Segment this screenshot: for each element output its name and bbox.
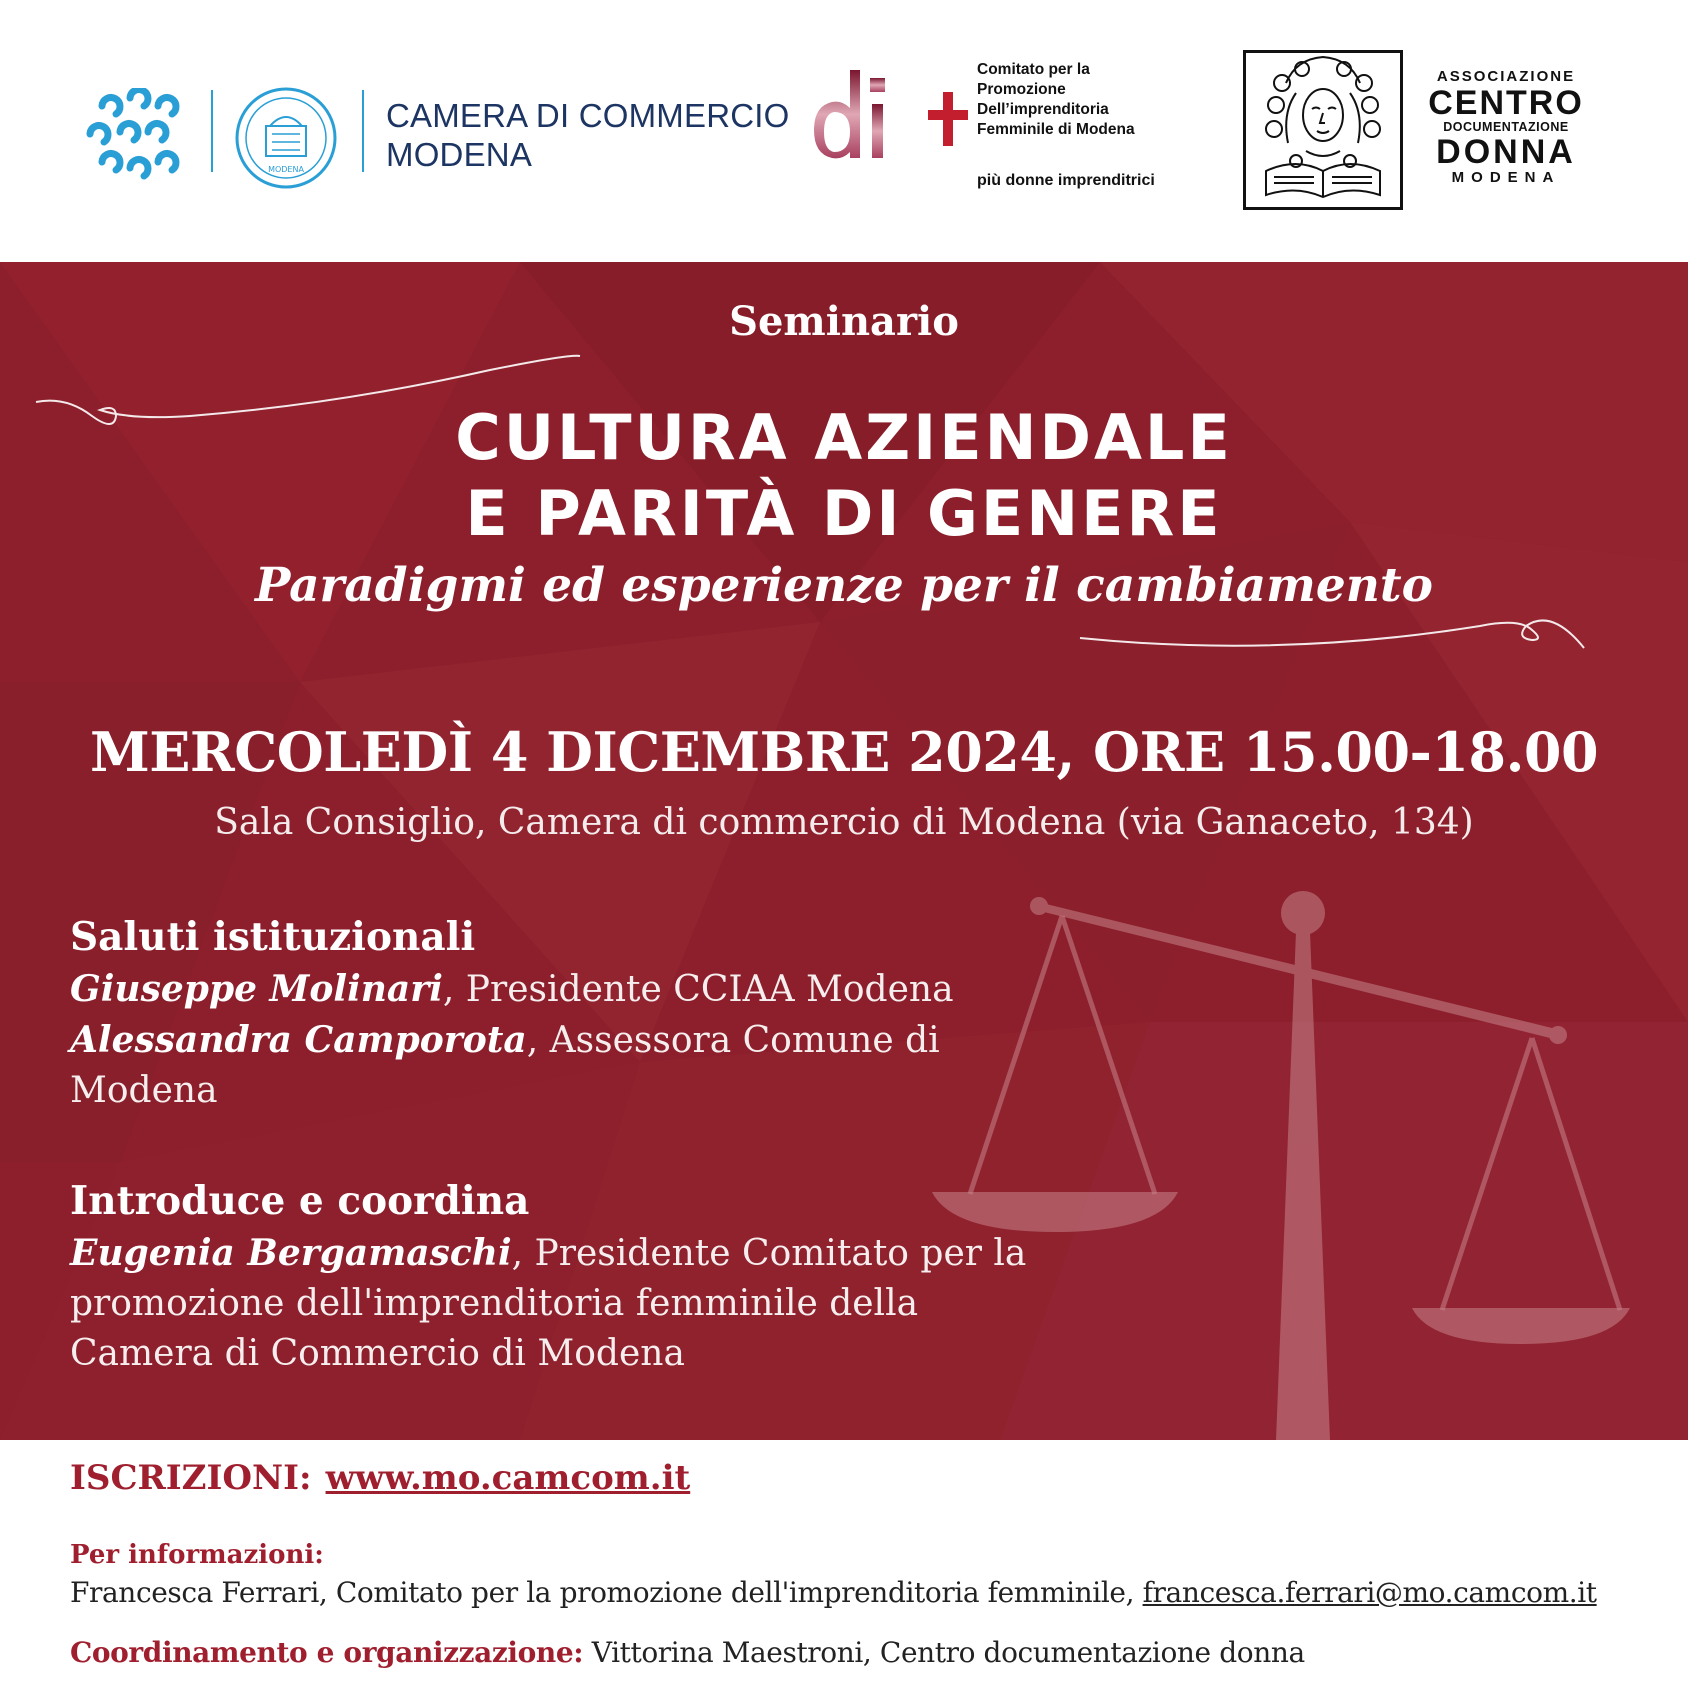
speaker-role-continued: Modena [70, 1070, 218, 1111]
speaker-line [70, 1015, 954, 1066]
speaker-name: Giuseppe Molinari [70, 968, 443, 1010]
coordinamento-line [70, 1636, 1305, 1669]
iscrizioni-label: ISCRIZIONI: [70, 1458, 312, 1498]
coordinator-role: , Presidente Comitato per la [511, 1233, 1027, 1274]
info-label: Per informazioni: [70, 1540, 324, 1570]
comitato-line: Dell’imprenditoria [977, 101, 1109, 118]
coordinamento-label: Coordinamento e organizzazione: [70, 1636, 584, 1669]
saluti-section [70, 912, 954, 1116]
coordinator-line [70, 1228, 1026, 1279]
modena-seal-icon [234, 86, 338, 190]
red-cross-plus-icon [928, 92, 968, 146]
header-logos [0, 0, 1688, 262]
event-title [0, 400, 1688, 552]
title-line2: E PARITÀ DI GENERE [465, 477, 1223, 550]
coordinator-role-line2: promozione dell'imprenditoria femminile della [70, 1283, 919, 1324]
info-contact: Francesca Ferrari, Comitato per la promozione dell'imprenditoria femminile, [70, 1576, 1143, 1609]
assoc-line5: MODENA [1451, 169, 1561, 186]
speaker-name: Alessandra Camporota [70, 1019, 527, 1061]
associazione-name [1420, 68, 1592, 187]
seal-label: MODENA [268, 165, 304, 174]
camera-commercio-name [386, 96, 790, 174]
comitato-line: Femminile di Modena [977, 121, 1135, 138]
woman-reading-illustration-icon [1246, 53, 1400, 207]
saluti-heading: Saluti istituzionali [70, 914, 476, 960]
comitato-tagline: più donne imprenditrici [977, 172, 1155, 189]
event-subtitle: Paradigmi ed esperienze per il cambiamento [255, 558, 1433, 613]
comitato-line: Comitato per la [977, 61, 1090, 78]
iscrizioni-link[interactable]: www.mo.camcom.it [325, 1458, 691, 1498]
iscrizioni-line [70, 1458, 690, 1498]
assoc-line4: DONNA [1436, 133, 1576, 171]
coordinator-name: Eugenia Bergamaschi [70, 1232, 512, 1274]
event-banner [0, 262, 1688, 1440]
speaker-line [70, 964, 954, 1015]
event-venue: Sala Consiglio, Camera di commercio di Modena (via Ganaceto, 134) [214, 802, 1474, 843]
assoc-line1: ASSOCIAZIONE [1436, 68, 1576, 85]
logo-divider [362, 90, 364, 172]
camera-line2: MODENA [386, 136, 533, 173]
camera-commercio-network-icon [80, 88, 188, 188]
event-datetime: MERCOLEDÌ 4 DICEMBRE 2024, ORE 15.00-18.00 [89, 720, 1599, 784]
coordinator-role-line3: Camera di Commercio di Modena [70, 1333, 685, 1374]
info-email-link[interactable]: francesca.ferrari@mo.camcom.it [1142, 1576, 1597, 1609]
coordinamento-text: Vittorina Maestroni, Centro documentazione donna [583, 1636, 1305, 1669]
comitato-name [977, 60, 1135, 140]
camera-line1: CAMERA DI COMMERCIO [386, 97, 790, 134]
assoc-line3: DOCUMENTAZIONE [1443, 120, 1569, 134]
speaker-role: , Presidente CCIAA Modena [442, 969, 954, 1010]
logo-divider [211, 90, 213, 172]
introduce-section [70, 1176, 1026, 1379]
event-kind: Seminario [729, 298, 959, 345]
introduce-heading: Introduce e coordina [70, 1178, 530, 1224]
title-line1: CULTURA AZIENDALE [455, 401, 1233, 474]
speaker-role: , Assessora Comune di [526, 1020, 940, 1061]
assoc-line2: CENTRO [1428, 84, 1584, 122]
info-text [70, 1576, 1597, 1609]
centro-donna-logo [1243, 50, 1403, 210]
di-logo-icon [812, 64, 894, 164]
comitato-line: Promozione [977, 81, 1066, 98]
